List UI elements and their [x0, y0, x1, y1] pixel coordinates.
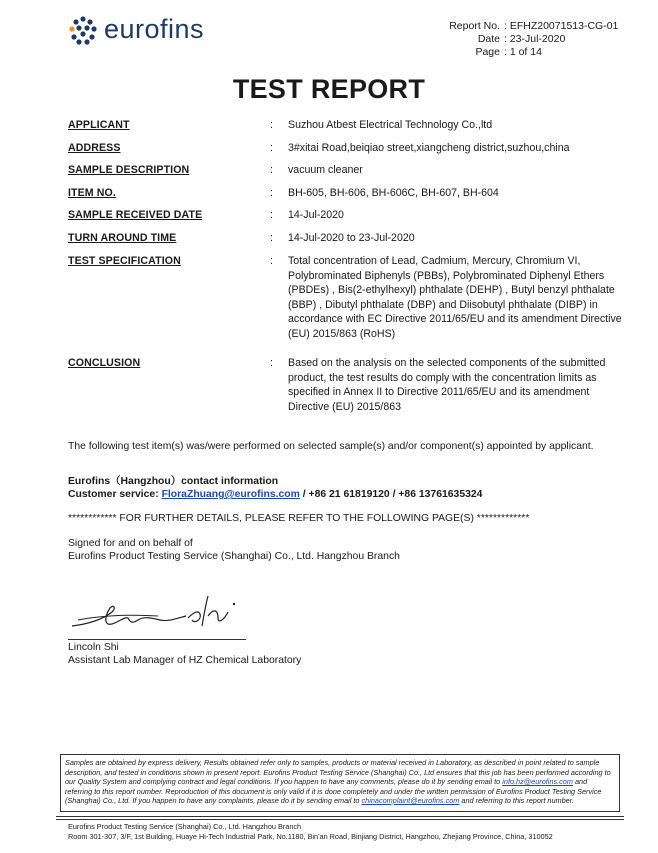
field-turn-around-time: [68, 231, 628, 246]
field-item-no: [68, 186, 628, 201]
field-colon: :: [270, 232, 273, 244]
field-colon: :: [270, 119, 273, 131]
field-test-specification: [68, 254, 628, 342]
field-value: BH-605, BH-606, BH-606C, BH-607, BH-604: [288, 187, 499, 199]
field-value: 14-Jul-2020: [288, 209, 344, 221]
footer: [68, 822, 553, 841]
customer-service-phones: / +86 21 61819120 / +86 13761635324: [299, 489, 483, 500]
test-items-statement: The following test item(s) was/were performed on selected sample(s) and/or component(s) appointed by applicant.: [68, 441, 594, 452]
field-value: 14-Jul-2020 to 23-Jul-2020: [288, 232, 415, 244]
field-colon: :: [270, 209, 273, 221]
report-date-value: : 23-Jul-2020: [504, 33, 566, 45]
customer-service-email-link[interactable]: FloraZhuang@eurofins.com: [161, 489, 300, 500]
report-page-value: : 1 of 14: [504, 46, 542, 58]
further-details-notice: ************ FOR FURTHER DETAILS, PLEASE REFER TO THE FOLLOWING PAGE(S) *************: [68, 513, 530, 524]
disclaimer-info-email-link[interactable]: info.hz@eurofins.com: [502, 777, 573, 786]
signatory-name: Lincoln Shi: [68, 642, 119, 653]
report-page-label: Page: [475, 46, 500, 58]
disclaimer-complaint-email-link[interactable]: chinacomplaint@eurofins.com: [361, 796, 460, 805]
field-label: SAMPLE DESCRIPTION: [68, 164, 190, 176]
signing-company: Eurofins Product Testing Service (Shanghai) Co., Ltd. Hangzhou Branch: [68, 551, 400, 562]
field-label: APPLICANT: [68, 119, 130, 131]
footer-divider: [56, 816, 624, 820]
field-sample-description: [68, 163, 628, 178]
eurofins-logo: [68, 12, 218, 52]
field-colon: :: [270, 142, 273, 154]
field-colon: :: [270, 164, 273, 176]
field-colon: :: [270, 255, 273, 267]
disclaimer-text-1: Samples are obtained by express delivery, Results obtained refer only to samples, products or material received in Laboratory, as described in point related to sample description, and tested in conditions shown in present report. Eurofins Product Testing Service (Shanghai) Co., Ltd ensures that this job has been performed according to our Quality System and complying contract and legal conditions. If you happen to have any comments, please do it by sending email to: [65, 758, 611, 786]
field-label: SAMPLE RECEIVED DATE: [68, 209, 203, 221]
report-no-value: : EFHZ20071513-CG-01: [504, 20, 619, 32]
signature: [68, 590, 248, 638]
disclaimer-text-2: and referring to this report number. Reproduction of this document is only valid if it is done completely and under the written permission of Eurofins Product Testing Service (Shanghai) Co., Ltd. If you happen to have any complaints, please do it by sending email to: [65, 777, 602, 805]
signature-line: [68, 639, 246, 640]
field-value: Total concentration of Lead, Cadmium, Mercury, Chromium VI, Polybrominated Biphenyls (PBBs), Polybrominated Diphenyl Ethers (PBDEs) , Bis(2-ethylhexyl) phthalate (DEHP) , Butyl benzyl phthalate (BBP) , Dibutyl phthalate (DBP) and Diisobutyl phthalate (DIBP) in accordance with EC Directive 2011/65/EU and its amendment Directive (EU) 2015/863 (RoHS): [288, 255, 622, 340]
field-colon: :: [270, 187, 273, 199]
customer-service-line: [68, 488, 482, 501]
customer-service-label: Customer service:: [68, 489, 162, 500]
report-meta: [436, 20, 618, 59]
eurofins-dots-icon: [68, 16, 98, 46]
signed-on-behalf: Signed for and on behalf of: [68, 538, 193, 549]
page-title: TEST REPORT: [232, 74, 426, 104]
report-date-label: Date: [477, 33, 500, 45]
disclaimer-box: [60, 754, 620, 812]
signatory-role: Assistant Lab Manager of HZ Chemical Laboratory: [68, 655, 302, 666]
field-label: TURN AROUND TIME: [68, 232, 177, 244]
field-applicant: [68, 118, 628, 133]
footer-company: Eurofins Product Testing Service (Shanghai) Co., Ltd. Hangzhou Branch: [68, 822, 302, 831]
footer-address: Room 301-307, 3/F, 1st Building, Huaye Hi-Tech Industrial Park, No.1180, Bin'an Road, Binjiang District, Hangzhou, Zhejiang Province, China, 310052: [68, 831, 553, 841]
disclaimer-text-3: and referring to this report number.: [459, 796, 574, 805]
report-no-label: Report No.: [449, 20, 500, 32]
field-value: 3#xitai Road,beiqiao street,xiangcheng district,suzhou,china: [288, 142, 570, 154]
field-label: ITEM NO.: [68, 187, 116, 199]
field-value: Suzhou Atbest Electrical Technology Co.,ltd: [288, 119, 493, 131]
contact-heading: Eurofins（Hangzhou）contact information: [68, 476, 279, 487]
logo-wordmark: eurofins: [104, 14, 205, 44]
field-value: vacuum cleaner: [288, 164, 363, 176]
field-sample-received-date: [68, 208, 628, 223]
field-conclusion: [68, 356, 628, 414]
field-colon: :: [270, 357, 273, 369]
field-label: TEST SPECIFICATION: [68, 255, 181, 267]
field-label: ADDRESS: [68, 142, 121, 154]
field-address: [68, 141, 628, 156]
field-label: CONCLUSION: [68, 357, 141, 369]
field-value: Based on the analysis on the selected components of the submitted product, the test results do comply with the concentration limits as specified in Annex II to Directive 2011/65/EU and its amendment Directive (EU) 2015/863: [288, 357, 606, 413]
